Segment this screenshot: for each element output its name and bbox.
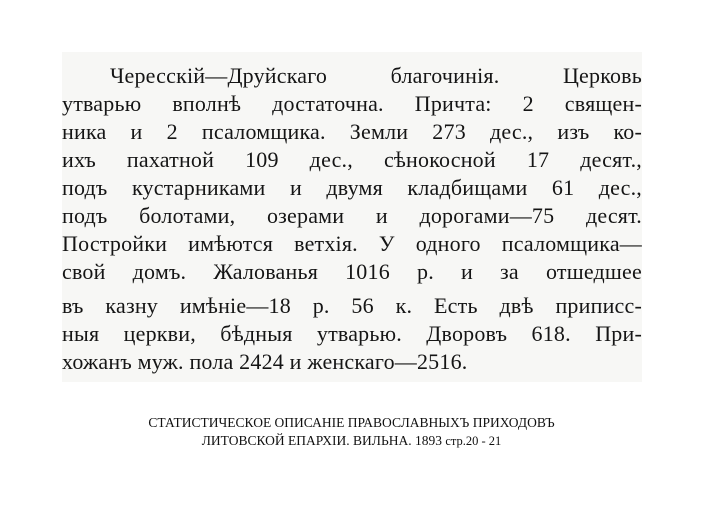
text-line-3: ника и 2 псаломщика. Земли 273 дес., изъ ко-: [62, 119, 642, 144]
text-line-10: ныя церкви, бѣдныя утварью. Дворовъ 618. При-: [62, 321, 642, 346]
source-caption-line-2: [0, 432, 703, 450]
scanned-text-fragment: [62, 52, 642, 382]
text-line-6: подъ болотами, озерами и дорогами—75 десят.: [62, 203, 642, 228]
text-line-5: подъ кустарниками и двумя кладбищами 61 дес.,: [62, 175, 642, 200]
source-caption-title: ЛИТОВСКОЙ ЕПАРХIИ. ВИЛЬНА. 1893: [201, 433, 442, 448]
text-line-8: свой домъ. Жалованья 1016 р. и за отшедшее: [62, 259, 642, 284]
text-line-4: ихъ пахатной 109 дес., сѣнокосной 17 десят.,: [62, 147, 642, 172]
text-line-7: Постройки имѣются ветхія. У одного псаломщика—: [62, 231, 642, 256]
text-line-2: утварью вполнѣ достаточна. Причта: 2 священ-: [62, 91, 642, 116]
text-line-9: въ казну имѣніе—18 р. 56 к. Есть двѣ приписс-: [62, 293, 642, 318]
text-line-1: Чересскій—Друйскаго благочинія. Церковь: [110, 63, 642, 88]
source-caption-page-ref: стр.20 - 21: [445, 434, 502, 448]
text-line-11: хожанъ муж. пола 2424 и женскаго—2516.: [62, 349, 468, 374]
source-caption-line-1: СТАТИСТИЧЕСКОЕ ОПИСАНIЕ ПРАВОСЛАВНЫХЪ ПРИХОДОВЪ: [148, 415, 555, 430]
